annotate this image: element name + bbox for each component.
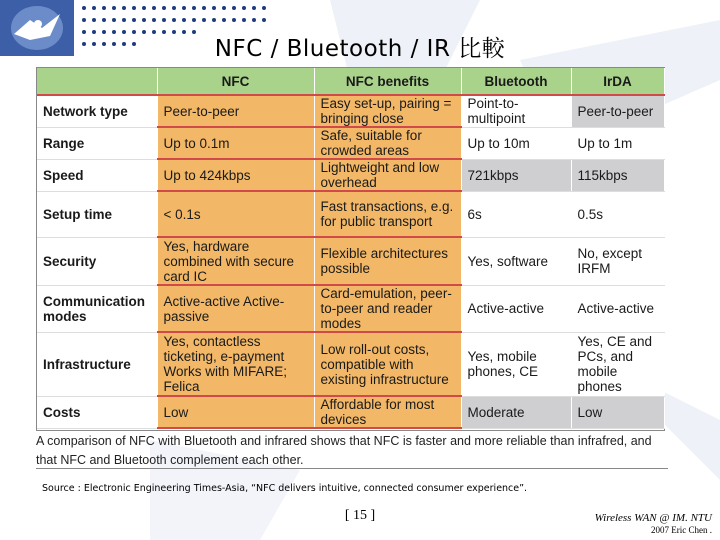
cell-nfc-benefit: Safe, suitable for crowded areas	[314, 127, 461, 159]
header-bluetooth: Bluetooth	[461, 68, 571, 95]
cell-nfc: Low	[157, 396, 314, 428]
table-row-infrastructure	[37, 332, 664, 396]
cell-bluetooth: Active-active	[461, 285, 571, 332]
cell-irda: 115kbps	[571, 159, 664, 191]
footer-author: 2007 Eric Chen .	[651, 525, 712, 535]
header-irda: IrDA	[571, 68, 664, 95]
cell-bluetooth: Yes, software	[461, 237, 571, 285]
comparison-table-container	[36, 67, 665, 431]
table-header-row	[37, 68, 664, 95]
cell-irda: Peer-to-peer	[571, 95, 664, 127]
table-caption: A comparison of NFC with Bluetooth and infrared shows that NFC is faster and more reliable than infrafred, and that NFC and Bluetooth complement each other.	[36, 434, 652, 467]
slide-title: NFC / Bluetooth / IR 比較	[214, 36, 506, 62]
row-label: Setup time	[37, 191, 157, 237]
cell-irda: Yes, CE and PCs, and mobile phones	[571, 332, 664, 396]
cell-irda: 0.5s	[571, 191, 664, 237]
cell-nfc-benefit: Easy set-up, pairing = bringing close	[314, 95, 461, 127]
cell-nfc: Peer-to-peer	[157, 95, 314, 127]
row-label: Network type	[37, 95, 157, 127]
cell-irda: Low	[571, 396, 664, 428]
cell-irda: Up to 1m	[571, 127, 664, 159]
row-label: Speed	[37, 159, 157, 191]
source-citation: Source : Electronic Engineering Times-Asia, “NFC delivers intuitive, connected consumer experience”.	[42, 483, 528, 494]
cell-nfc: Yes, contactless ticketing, e-payment Works with MIFARE; Felica	[157, 332, 314, 396]
cell-nfc: < 0.1s	[157, 191, 314, 237]
cell-nfc-benefit: Fast transactions, e.g. for public transport	[314, 191, 461, 237]
cell-bluetooth: Yes, mobile phones, CE	[461, 332, 571, 396]
cell-nfc: Yes, hardware combined with secure card IC	[157, 237, 314, 285]
footer-course: Wireless WAN @ IM. NTU	[594, 512, 712, 524]
cell-bluetooth: 721kbps	[461, 159, 571, 191]
cell-bluetooth: Moderate	[461, 396, 571, 428]
cell-bluetooth: Point-to-multipoint	[461, 95, 571, 127]
row-label: Infrastructure	[37, 332, 157, 396]
cell-bluetooth: 6s	[461, 191, 571, 237]
row-label: Range	[37, 127, 157, 159]
table-row-security	[37, 237, 664, 285]
cell-nfc: Up to 0.1m	[157, 127, 314, 159]
cell-nfc-benefit: Flexible architectures possible	[314, 237, 461, 285]
header-nfc: NFC	[157, 68, 314, 95]
table-row-network-type	[37, 95, 664, 127]
cell-nfc-benefit: Card-emulation, peer-to-peer and reader modes	[314, 285, 461, 332]
table-row-communication-modes	[37, 285, 664, 332]
cell-nfc-benefit: Lightweight and low overhead	[314, 159, 461, 191]
cell-irda: Active-active	[571, 285, 664, 332]
cell-nfc: Active-active Active-passive	[157, 285, 314, 332]
header-nfc-benefits: NFC benefits	[314, 68, 461, 95]
cell-nfc: Up to 424kbps	[157, 159, 314, 191]
table-row-speed	[37, 159, 664, 191]
page-number: [ 15 ]	[344, 508, 376, 523]
table-row-setup-time	[37, 191, 664, 237]
comparison-table	[37, 68, 665, 429]
row-label: Costs	[37, 396, 157, 428]
divider	[36, 468, 668, 469]
row-label: Communication modes	[37, 285, 157, 332]
table-row-costs	[37, 396, 664, 428]
cell-bluetooth: Up to 10m	[461, 127, 571, 159]
cell-nfc-benefit: Low roll-out costs, compatible with existing infrastructure	[314, 332, 461, 396]
table-row-range	[37, 127, 664, 159]
cell-irda: No, except IRFM	[571, 237, 664, 285]
row-label: Security	[37, 237, 157, 285]
cell-nfc-benefit: Affordable for most devices	[314, 396, 461, 428]
header-corner	[37, 68, 157, 95]
